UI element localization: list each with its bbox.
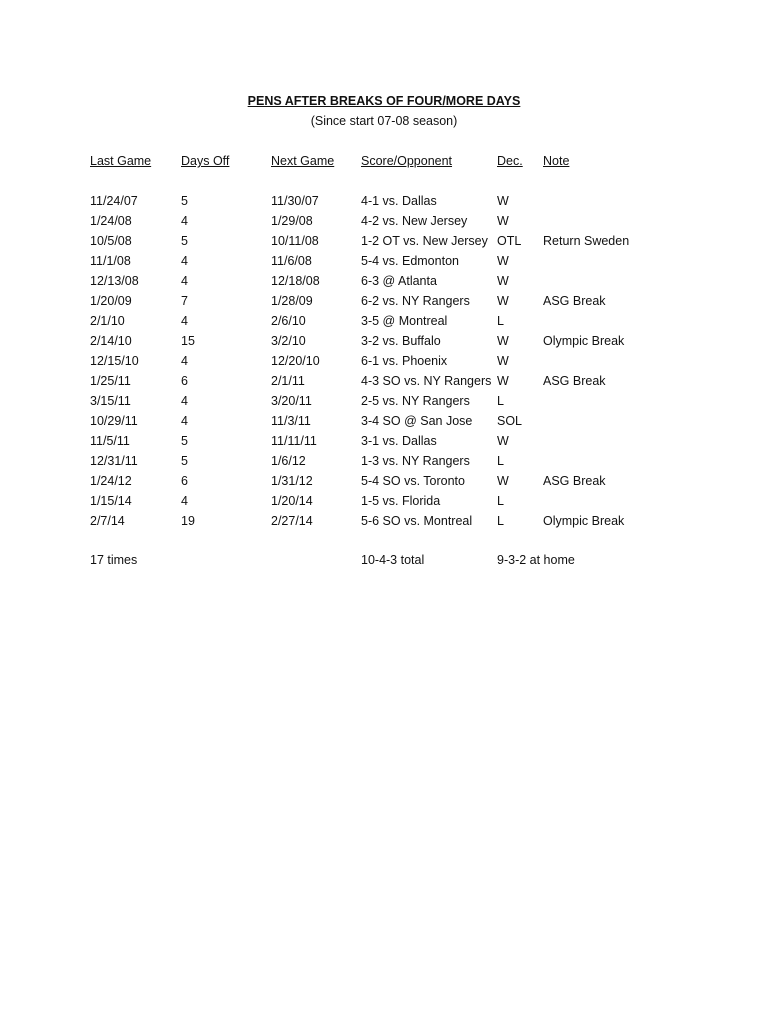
cell-last-game: 2/7/14 [90, 514, 125, 528]
cell-score-opponent: 1-2 OT vs. New Jersey [361, 234, 488, 248]
cell-days-off: 4 [181, 254, 188, 268]
cell-last-game: 2/14/10 [90, 334, 132, 348]
cell-decision: OTL [497, 234, 522, 248]
cell-next-game: 2/27/14 [271, 514, 313, 528]
column-header-decision: Dec. [497, 154, 523, 168]
cell-score-opponent: 1-5 vs. Florida [361, 494, 441, 508]
cell-note: Olympic Break [543, 334, 625, 348]
cell-days-off: 7 [181, 294, 188, 308]
cell-days-off: 4 [181, 414, 188, 428]
cell-decision: W [497, 254, 509, 268]
cell-next-game: 1/31/12 [271, 474, 313, 488]
cell-note: ASG Break [543, 294, 606, 308]
cell-decision: L [497, 454, 504, 468]
cell-days-off: 4 [181, 314, 188, 328]
cell-score-opponent: 4-1 vs. Dallas [361, 194, 437, 208]
cell-next-game: 12/20/10 [271, 354, 320, 368]
cell-score-opponent: 3-5 @ Montreal [361, 314, 448, 328]
cell-decision: L [497, 394, 504, 408]
cell-days-off: 5 [181, 234, 188, 248]
document-title: PENS AFTER BREAKS OF FOUR/MORE DAYS [247, 94, 521, 108]
cell-decision: L [497, 514, 504, 528]
cell-score-opponent: 5-4 SO vs. Toronto [361, 474, 465, 488]
cell-last-game: 1/20/09 [90, 294, 132, 308]
cell-decision: L [497, 314, 504, 328]
cell-next-game: 11/11/11 [271, 434, 317, 448]
cell-next-game: 2/1/11 [271, 374, 305, 388]
cell-next-game: 11/3/11 [271, 414, 311, 428]
cell-last-game: 11/1/08 [90, 254, 131, 268]
cell-note: Olympic Break [543, 514, 625, 528]
summary-home: 9-3-2 at home [497, 553, 575, 567]
cell-last-game: 11/24/07 [90, 194, 138, 208]
summary-total: 10-4-3 total [361, 553, 425, 567]
cell-next-game: 11/30/07 [271, 194, 319, 208]
cell-last-game: 1/25/11 [90, 374, 131, 388]
column-header-score-opponent: Score/Opponent [361, 154, 453, 168]
cell-decision: W [497, 294, 509, 308]
cell-score-opponent: 3-4 SO @ San Jose [361, 414, 473, 428]
cell-note: Return Sweden [543, 234, 630, 248]
cell-score-opponent: 4-3 SO vs. NY Rangers [361, 374, 492, 388]
cell-next-game: 3/20/11 [271, 394, 312, 408]
cell-decision: W [497, 474, 509, 488]
cell-score-opponent: 2-5 vs. NY Rangers [361, 394, 470, 408]
cell-last-game: 10/5/08 [90, 234, 132, 248]
cell-decision: W [497, 194, 509, 208]
cell-next-game: 2/6/10 [271, 314, 306, 328]
cell-days-off: 15 [181, 334, 195, 348]
cell-days-off: 19 [181, 514, 195, 528]
cell-score-opponent: 6-3 @ Atlanta [361, 274, 437, 288]
column-header-last-game: Last Game [90, 154, 152, 168]
cell-score-opponent: 6-2 vs. NY Rangers [361, 294, 470, 308]
cell-last-game: 2/1/10 [90, 314, 125, 328]
cell-last-game: 11/5/11 [90, 434, 130, 448]
cell-decision: W [497, 274, 509, 288]
cell-score-opponent: 4-2 vs. New Jersey [361, 214, 468, 228]
cell-score-opponent: 5-4 vs. Edmonton [361, 254, 459, 268]
cell-next-game: 3/2/10 [271, 334, 306, 348]
cell-score-opponent: 6-1 vs. Phoenix [361, 354, 448, 368]
cell-decision: SOL [497, 414, 523, 428]
cell-score-opponent: 3-2 vs. Buffalo [361, 334, 441, 348]
cell-next-game: 12/18/08 [271, 274, 320, 288]
cell-decision: W [497, 334, 509, 348]
cell-score-opponent: 1-3 vs. NY Rangers [361, 454, 470, 468]
cell-last-game: 1/24/12 [90, 474, 132, 488]
column-header-note: Note [543, 154, 570, 168]
cell-last-game: 10/29/11 [90, 414, 138, 428]
cell-score-opponent: 5-6 SO vs. Montreal [361, 514, 473, 528]
cell-decision: L [497, 494, 504, 508]
cell-days-off: 4 [181, 354, 188, 368]
column-header-days-off: Days Off [181, 154, 230, 168]
cell-days-off: 4 [181, 494, 188, 508]
cell-last-game: 1/15/14 [90, 494, 132, 508]
cell-days-off: 5 [181, 194, 188, 208]
cell-score-opponent: 3-1 vs. Dallas [361, 434, 437, 448]
cell-next-game: 1/20/14 [271, 494, 313, 508]
cell-last-game: 12/15/10 [90, 354, 139, 368]
cell-note: ASG Break [543, 474, 606, 488]
cell-decision: W [497, 434, 509, 448]
cell-days-off: 5 [181, 434, 188, 448]
cell-next-game: 10/11/08 [271, 234, 319, 248]
cell-next-game: 1/29/08 [271, 214, 313, 228]
cell-days-off: 4 [181, 394, 188, 408]
cell-days-off: 6 [181, 374, 188, 388]
cell-next-game: 1/28/09 [271, 294, 313, 308]
cell-next-game: 1/6/12 [271, 454, 306, 468]
cell-next-game: 11/6/08 [271, 254, 312, 268]
cell-days-off: 6 [181, 474, 188, 488]
cell-decision: W [497, 374, 509, 388]
cell-last-game: 12/13/08 [90, 274, 139, 288]
cell-decision: W [497, 214, 509, 228]
document-subtitle: (Since start 07-08 season) [310, 114, 458, 128]
cell-decision: W [497, 354, 509, 368]
cell-days-off: 5 [181, 454, 188, 468]
cell-last-game: 1/24/08 [90, 214, 132, 228]
cell-last-game: 3/15/11 [90, 394, 131, 408]
column-header-next-game: Next Game [271, 154, 335, 168]
cell-last-game: 12/31/11 [90, 454, 138, 468]
cell-note: ASG Break [543, 374, 606, 388]
cell-days-off: 4 [181, 214, 188, 228]
cell-days-off: 4 [181, 274, 188, 288]
summary-count: 17 times [90, 553, 138, 567]
